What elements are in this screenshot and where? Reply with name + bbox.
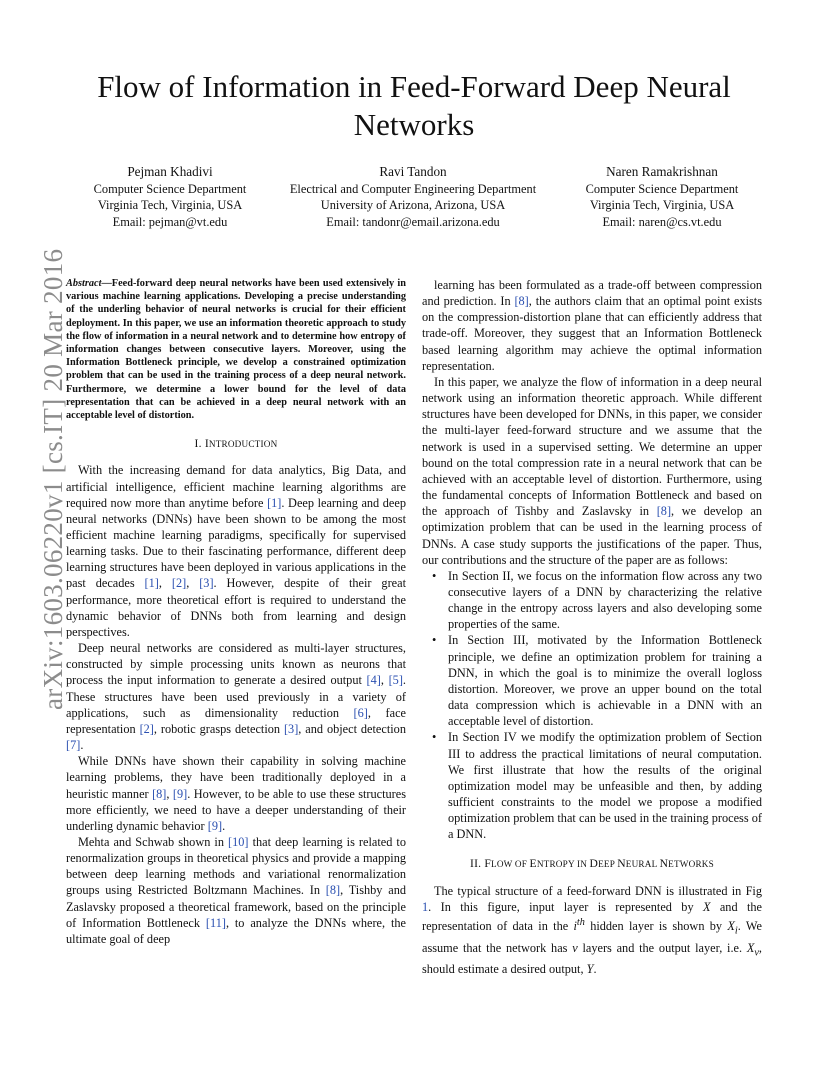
citation-link[interactable]: [6] — [353, 705, 368, 720]
paragraph: In this paper, we analyze the flow of information in a deep neural network using an information theoretic approach. While different structures have been developed for DNNs, in this paper, we consider the multi-layer feed-forward structure and we assume that the network is used in a supervised setting. We determine an upper bound on the total compression rate in a neural network that can be achieved with an acceptable level of distortion. Furthermore, using the fundamental concepts of Information Bottleneck and based on the approach of Tishby and Zaslavsky in [8], we develop an optimization problem that can be used in the learning process of DNNs. A case study supports the justifications of the paper. Thus, our contributions and the structure of the paper are as follows: — [422, 374, 762, 567]
author-dept: Computer Science Department — [93, 181, 247, 196]
left-column — [66, 277, 406, 947]
citation-link[interactable]: 1 — [422, 899, 429, 914]
intro-body — [66, 462, 406, 947]
author-block — [70, 164, 770, 234]
contribution-item: • In Section III, motivated by the Information Bottleneck principle, we define an optimization problem for training a DNN, in which the goal is to minimize the overall logloss distortion. Moreover, we prove an upper bound on the total data compression which is achievable in a DNN with an acceptable level of distortion. — [422, 632, 762, 729]
arxiv-stamp — [18, 248, 68, 710]
citation-link[interactable]: [10] — [228, 834, 249, 849]
author-2 — [268, 164, 558, 230]
abstract-text: —Feed-forward deep neural networks have been used extensively in various machine learning applications. Developing a precise understanding of the underling behavior of neural networks is crucial for their efficient deployment. In this paper, we use an information theoretic approach to study the flow of information in a neural network and to determine how entropy of information changes between consecutive layers. Moreover, using the Information Bottleneck principle, we develop a constrained optimization problem that can be used in the training process of a deep neural network. Furthermore, we determine a lower bound for the level of data representation that can be achieved in a deep neural network with an acceptable level of distortion. — [66, 278, 406, 422]
citation-link[interactable]: [1] — [267, 495, 282, 510]
right-body — [422, 277, 762, 568]
citation-link[interactable]: [5] — [388, 673, 403, 688]
citation-link[interactable]: [1] — [144, 576, 159, 591]
section-heading-introduction: I. INTRODUCTION — [194, 437, 278, 451]
arxiv-id: arXiv:1603.06220v1 [cs.IT] 20 Mar 2016 — [38, 248, 68, 710]
section-heading-flow-of-entropy: II. FLOW OF ENTROPY IN DEEP NEURAL NETWORKS — [470, 857, 714, 871]
contribution-list — [422, 568, 762, 843]
citation-link[interactable]: [9] — [172, 786, 188, 801]
right-column — [422, 277, 762, 977]
citation-link[interactable]: [8] — [656, 504, 672, 519]
section2-paragraph: The typical structure of a feed-forward DNN is illustrated in Fig 1. In this figure, input layer is represented by X and the representation of data in the $i^{th}$ hidden layer is shown by $X_i$. We assume that the network has ν layers and the output layer, i.e. $X_\nu$, should estimate a desired output, Y. — [422, 883, 762, 977]
author-dept: Computer Science Department — [585, 181, 739, 196]
author-dept: Electrical and Computer Engineering Department — [289, 181, 537, 196]
citation-link[interactable]: [8] — [325, 883, 341, 898]
citation-link[interactable]: [2] — [139, 721, 154, 736]
contribution-item: • In Section II, we focus on the information flow across any two consecutive layers of a DNN by characterizing the relative change in the entropy across layers and also developing some properties of the same. — [422, 568, 762, 633]
paragraph: Mehta and Schwab shown in [10] that deep learning is related to renormalization groups in theoretical physics and provide a mapping between deep learning methods and variational renormalization groups using Restricted Boltzmann Machines. In [8], Tishby and Zaslavsky proposed a theoretical framework, based on the principle of Information Bottleneck [11], to analyze the DNNs where, the ultimate goal of deep — [66, 834, 406, 946]
citation-link[interactable]: [8] — [514, 294, 529, 309]
citation-link[interactable]: [8] — [152, 786, 167, 801]
paragraph: While DNNs have shown their capability in solving machine learning problems, they have been traditionally deployed in a heuristic manner [8], [9]. However, to be able to use these structures more efficiently, we need to have a deeper understanding of their underling dynamic behavior [9]. — [66, 754, 406, 833]
paragraph: With the increasing demand for data analytics, Big Data, and artificial intelligence, efficient machine learning algorithms are required now more than anytime before [1]. Deep learning and deep neural networks (DNNs) have been shown to be among the most efficient machine learning paradigms, specifically for supervised learning tasks. Due to their fascinating performance, different deep learning structures have been deployed in various applications in the past decades [1], [2], [3]. However, despite of their great performance, more theoretical effort is required to understand the dynamic behavior of DNNs both from learning and design perspectives. — [66, 463, 406, 639]
citation-link[interactable]: [7] — [66, 738, 81, 753]
author-name: Pejman Khadivi — [127, 164, 213, 179]
author-email: Email: naren@cs.vt.edu — [602, 214, 722, 229]
author-place: Virginia Tech, Virginia, USA — [97, 198, 243, 213]
paragraph: Deep neural networks are considered as multi-layer structures, constructed by simple processing units known as neurons that process the input information to generate a desired output [4], [5]. These structures have been used previously in a variety of applications, such as dimensionality reduction [6], face representation [2], robotic grasps detection [3], and object detection [7]. — [66, 641, 406, 753]
contribution-item: • In Section IV we modify the optimization problem of Section III to address the practical limitations of neural computation. We first illustrate that how the results of the original optimization model may be unfeasible and then, by adding sufficient constraints to the model we propose a modified optimization problem that can be used in the training process of a DNN. — [422, 729, 762, 842]
citation-link[interactable]: [4] — [366, 673, 381, 688]
author-email: Email: pejman@vt.edu — [112, 214, 228, 229]
abstract — [66, 277, 406, 422]
author-1 — [80, 164, 260, 230]
citation-link[interactable]: [3] — [199, 576, 214, 591]
citation-link[interactable]: [3] — [283, 721, 299, 736]
paragraph: learning has been formulated as a trade-off between compression and prediction. In [8], the authors claim that an optimal point exists on the compression-distortion plane that can efficiently address that trade-off. Moreover, they suggest that an Information Bottleneck based learning algorithm may achieve the optimal information representation. — [422, 278, 762, 373]
abstract-label: Abstract — [66, 278, 102, 289]
author-name: Ravi Tandon — [379, 164, 447, 179]
author-email: Email: tandonr@email.arizona.edu — [326, 214, 500, 229]
citation-link[interactable]: [11] — [205, 915, 226, 930]
paper-title: Flow of Information in Feed-Forward Deep Neural Networks — [97, 69, 731, 142]
author-name: Naren Ramakrishnan — [606, 164, 718, 179]
author-place: University of Arizona, Arizona, USA — [320, 198, 506, 213]
citation-link[interactable]: [2] — [171, 576, 187, 591]
citation-link[interactable]: [9] — [207, 818, 223, 833]
author-place: Virginia Tech, Virginia, USA — [589, 198, 735, 213]
author-3 — [562, 164, 762, 230]
